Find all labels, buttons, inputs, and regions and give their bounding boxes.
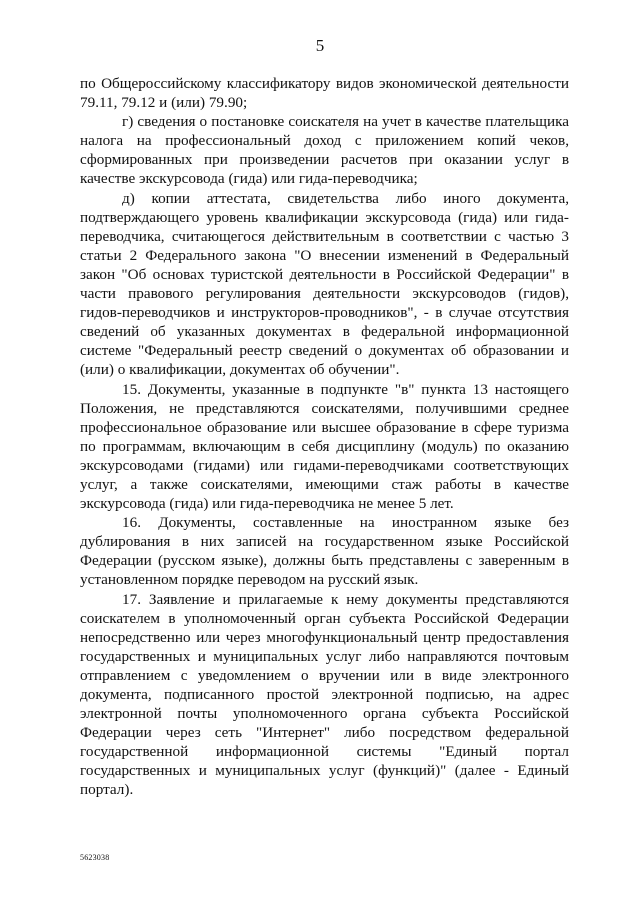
paragraph-clause-17: 17. Заявление и прилагаемые к нему документы представляются соискателем в уполномоченный орган субъекта Российской Федерации непосредственно или через многофункциональный центр предоставления государственных и муниципальных услуг либо направляются почтовым отправлением с уведомлением о вручении или в виде электронного документа, подписанного простой электронной подписью, на адрес электронной почты уполномоченного органа субъекта Российской Федерации через сеть "Интернет" либо посредством федеральной государственной информационной системы "Единый портал государственных и муниципальных услуг (функций)" (далее - Единый портал).	[80, 590, 569, 799]
paragraph-okved-continuation: по Общероссийскому классификатору видов экономической деятельности 79.11, 79.12 и (или) 79.90;	[80, 75, 569, 112]
page-number: 5	[315, 36, 325, 55]
paragraph-clause-15: 15. Документы, указанные в подпункте "в" пункта 13 настоящего Положения, не представляются соискателями, получившими среднее профессиональное образование или высшее образование в сфере туризма по программам, включающим в себя дисциплину (модуль) по оказанию экскурсоводами (гидами) или гидами-переводчиками соответствующих услуг, а также соискателями, имеющими стаж работы в качестве экскурсовода (гида) или гида-переводчика не менее 5 лет.	[80, 380, 569, 513]
body-text	[80, 74, 569, 800]
paragraph-clause-16: 16. Документы, составленные на иностранном языке без дублирования в них записей на государственном языке Российской Федерации (русском языке), должны быть представлены с заверенным в установленном порядке переводом на русский язык.	[80, 514, 569, 589]
document-code: 5623038	[80, 853, 110, 862]
paragraph-item-g: г) сведения о постановке соискателя на учет в качестве плательщика налога на профессиональный доход с приложением копий чеков, сформированных при произведении расчетов при оказании услуг в качестве экскурсовода (гида) или гида-переводчика;	[80, 113, 569, 188]
paragraph-item-d: д) копии аттестата, свидетельства либо иного документа, подтверждающего уровень квалификации экскурсовода (гида) или гида-переводчика, считающегося действительным в соответствии с частью 3 статьи 2 Федерального закона "О внесении изменений в Федеральный закон "Об основах туристской деятельности в Российской Федерации" в части правового регулирования деятельности экскурсоводов (гидов), гидов-переводчиков и инструкторов-проводников", - в случае отсутствия сведений об указанных документах в федеральной информационной системе "Федеральный реестр сведений о документах об образовании и (или) о квалификации, документах об обучении".	[80, 189, 569, 379]
